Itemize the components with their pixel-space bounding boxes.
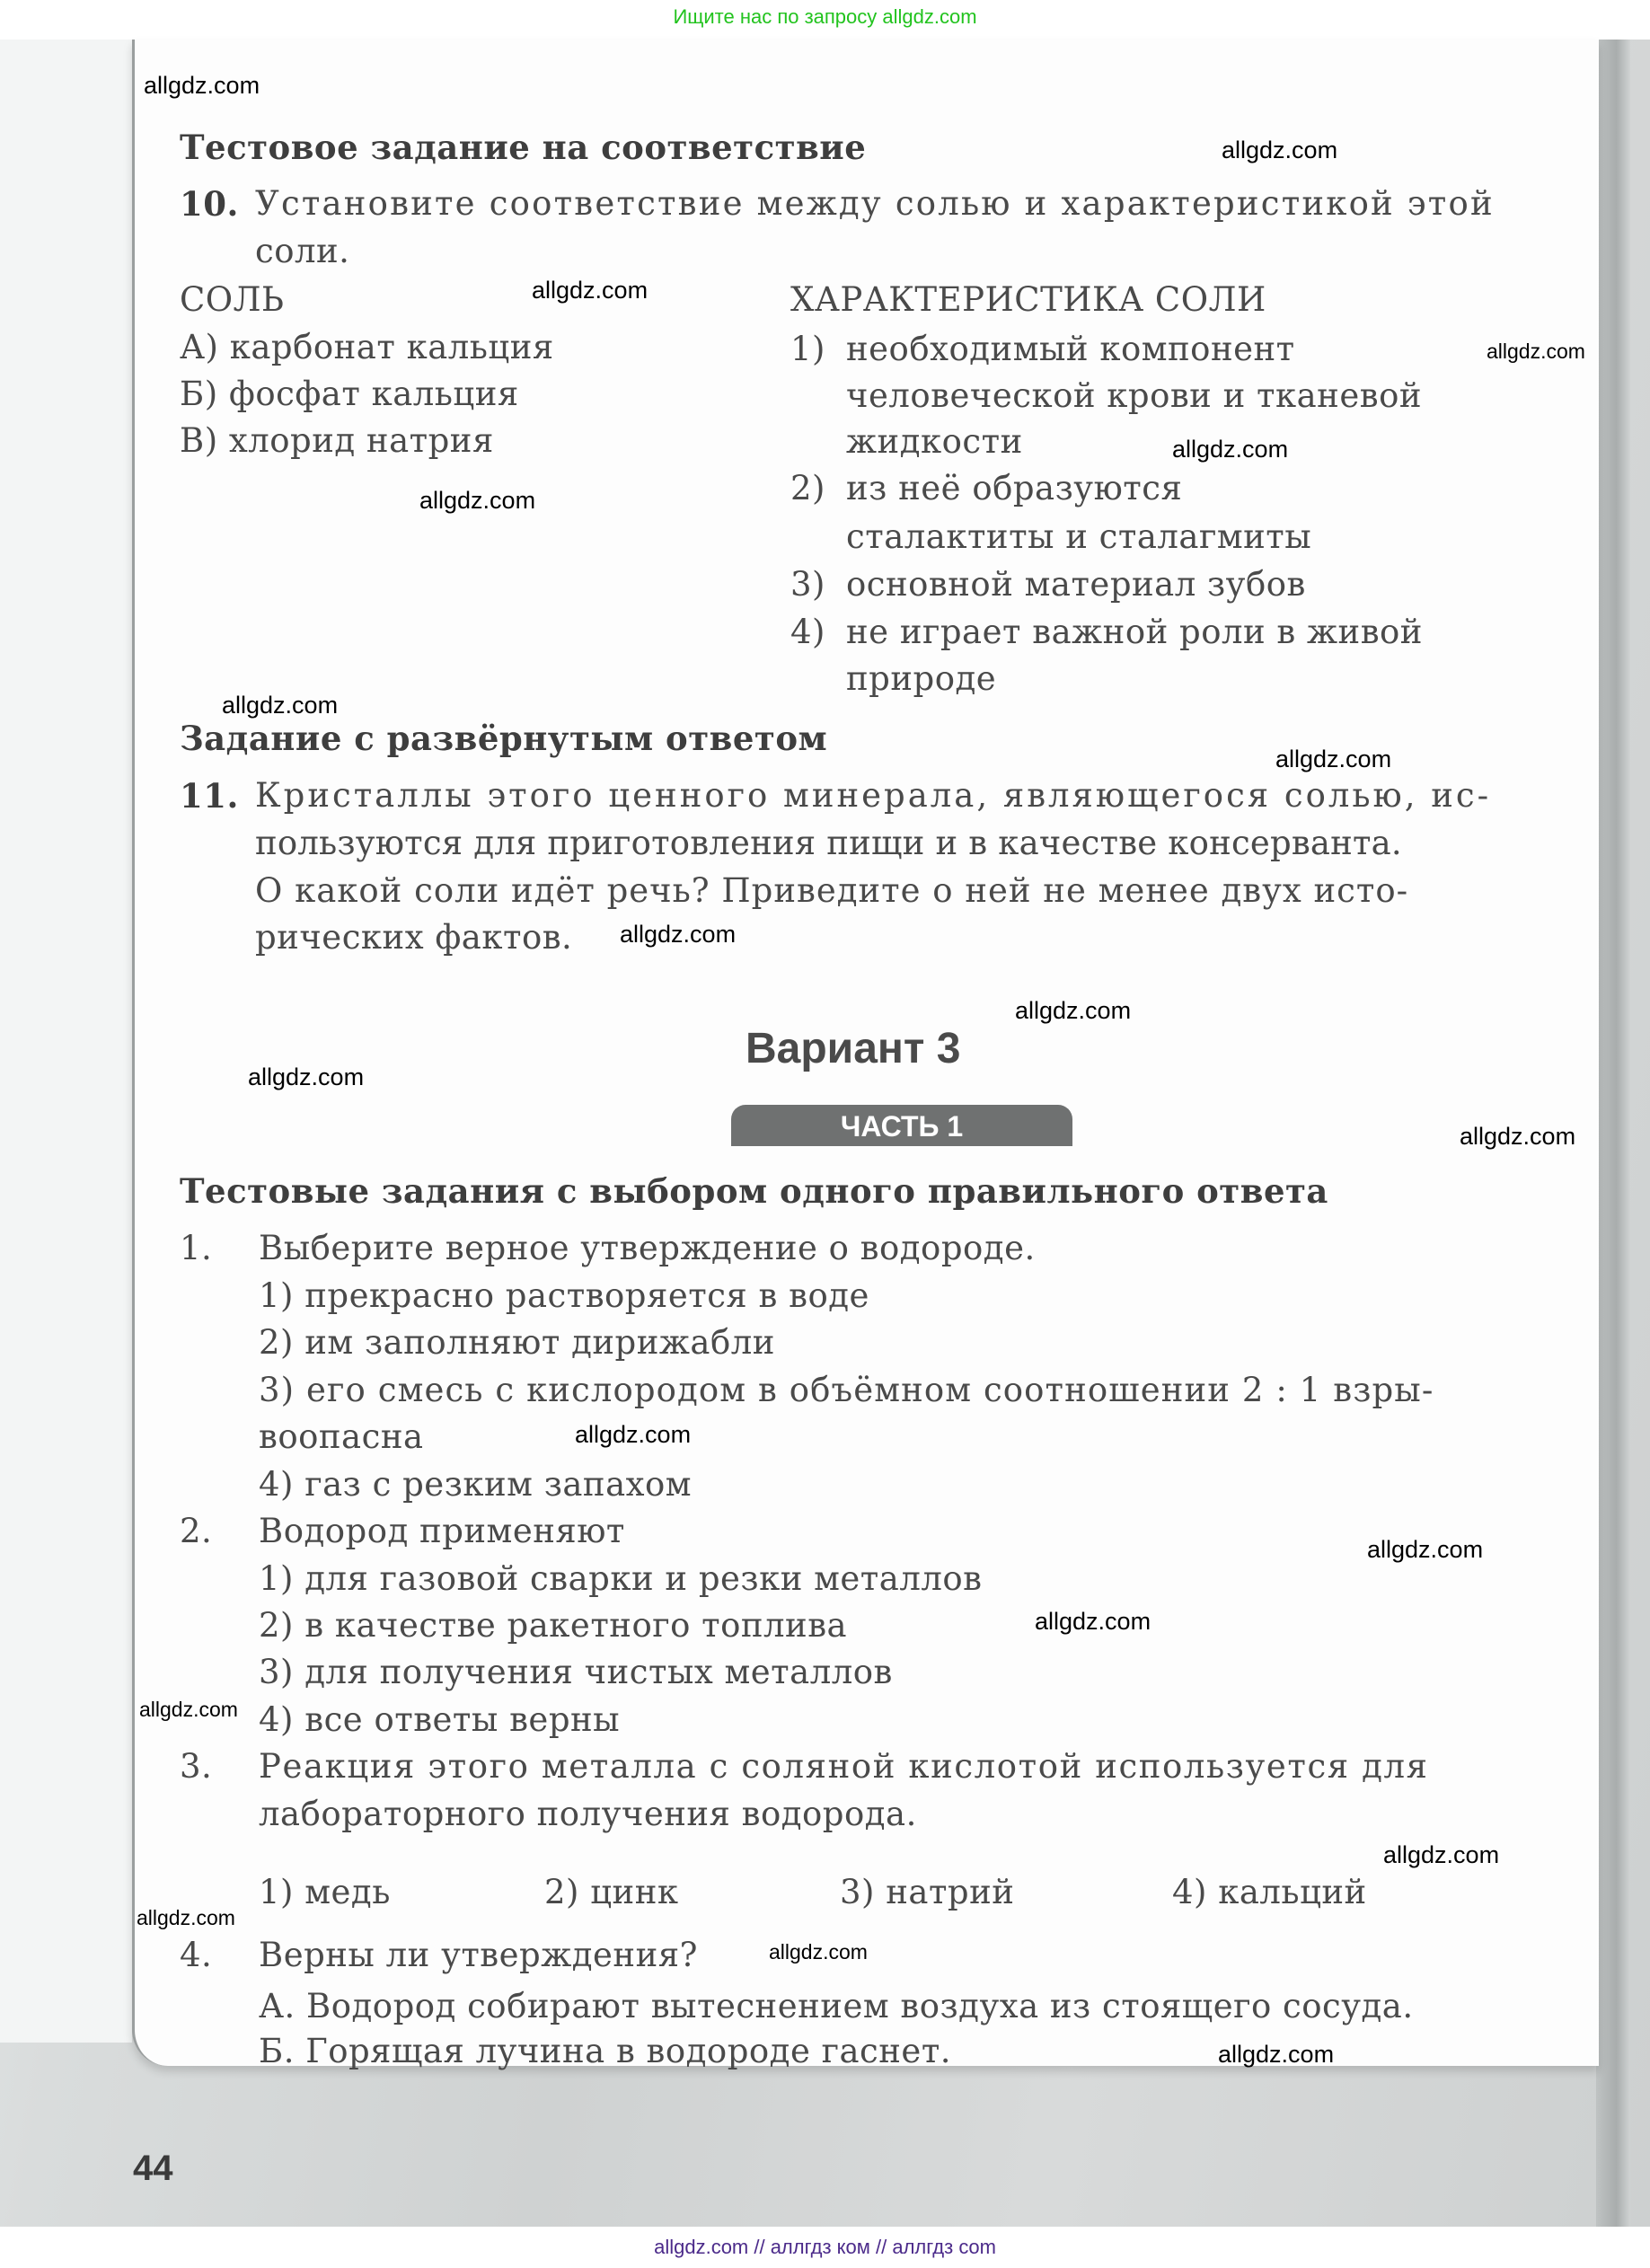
task2-option-3: 3) для получения чистых металлов	[259, 1653, 893, 1691]
task1-option-3: 3) его смесь с кислородом в объёмном соотношении 2 : 1 взры-	[259, 1371, 1434, 1409]
characteristic-2-number: 2)	[790, 469, 825, 507]
task11-text-line2: пользуются для приготовления пищи и в качестве консерванта.	[255, 824, 1402, 862]
salt-option-a: А) карбонат кальция	[180, 328, 554, 366]
task-number-3: 3.	[180, 1747, 213, 1786]
watermark: allgdz.com	[419, 487, 536, 514]
task-number-4: 4.	[180, 1936, 213, 1974]
salt-option-b: Б) фосфат кальция	[180, 375, 519, 413]
watermark: allgdz.com	[575, 1421, 692, 1448]
watermark: allgdz.com	[769, 1940, 868, 1964]
task2-question: Водород применяют	[259, 1512, 625, 1550]
task4-statement-a: А. Водород собирают вытеснением воздуха из стоящего сосуда.	[259, 1987, 1414, 2025]
characteristic-1-line3: жидкости	[846, 422, 1023, 461]
left-margin	[0, 40, 132, 2043]
watermark: allgdz.com	[620, 921, 737, 948]
task10-text-line2: соли.	[255, 232, 350, 270]
task11-text-line4: рических фактов.	[255, 918, 573, 957]
characteristic-2-line1: из неё образуются	[846, 469, 1183, 507]
watermark: allgdz.com	[1383, 1841, 1500, 1868]
watermark: allgdz.com	[1035, 1608, 1151, 1635]
characteristic-3-line1: основной материал зубов	[846, 565, 1306, 604]
salt-column-header: СОЛЬ	[180, 280, 285, 319]
watermark: allgdz.com	[248, 1063, 365, 1090]
characteristic-2-line2: сталактиты и сталагмиты	[846, 517, 1312, 556]
task1-option-1: 1) прекрасно растворяется в воде	[259, 1276, 869, 1315]
task-number-2: 2.	[180, 1512, 213, 1550]
characteristic-4-number: 4)	[790, 613, 825, 651]
page-edge	[1596, 40, 1630, 2227]
section-heading-matching: Тестовое задание на соответствие	[180, 128, 867, 167]
watermark: allgdz.com	[139, 1698, 238, 1721]
watermark: allgdz.com	[222, 692, 339, 719]
task2-option-1: 1) для газовой сварки и резки металлов	[259, 1559, 983, 1598]
task11-text-line3: О какой соли идёт речь? Приведите о ней не менее двух исто-	[255, 871, 1409, 910]
task1-option-4: 4) газ с резким запахом	[259, 1465, 693, 1504]
task-number-10: 10.	[180, 184, 239, 224]
task-number-1: 1.	[180, 1229, 213, 1267]
section-heading-extended: Задание с развёрнутым ответом	[180, 719, 828, 758]
watermark: allgdz.com	[137, 1906, 235, 1929]
watermark: allgdz.com	[1218, 2041, 1335, 2068]
section-heading-single-choice: Тестовые задания с выбором одного правильного ответа	[180, 1171, 1328, 1211]
characteristic-1-line1: необходимый компонент	[846, 330, 1295, 368]
task3-option-3: 3) натрий	[840, 1873, 1015, 1911]
task-number-11: 11.	[180, 776, 239, 816]
task2-option-4: 4) все ответы верны	[259, 1700, 621, 1739]
watermark: allgdz.com	[1460, 1123, 1576, 1150]
task3-question-line2: лабораторного получения водорода.	[259, 1795, 917, 1833]
task10-text-line1: Установите соответствие между солью и характеристикой этой	[255, 184, 1495, 223]
task1-option-2: 2) им заполняют дирижабли	[259, 1323, 775, 1362]
task1-question: Выберите верное утверждение о водороде.	[259, 1229, 1036, 1267]
page-number: 44	[133, 2149, 173, 2188]
watermark: allgdz.com	[1222, 137, 1338, 163]
characteristic-column-header: ХАРАКТЕРИСТИКА СОЛИ	[790, 280, 1266, 319]
watermark: allgdz.com	[1275, 746, 1392, 772]
watermark: allgdz.com	[1015, 997, 1132, 1024]
task3-option-2: 2) цинк	[544, 1873, 679, 1911]
task3-option-1: 1) медь	[259, 1873, 391, 1911]
characteristic-3-number: 3)	[790, 565, 825, 604]
characteristic-1-line2: человеческой крови и тканевой	[846, 376, 1423, 415]
characteristic-4-line2: природе	[846, 659, 997, 698]
watermark: allgdz.com	[144, 72, 260, 99]
salt-option-v: В) хлорид натрия	[180, 421, 494, 460]
task1-option-3-cont: воопасна	[259, 1417, 424, 1456]
characteristic-1-number: 1)	[790, 330, 825, 368]
variant-title: Вариант 3	[746, 1025, 961, 1072]
task11-text-line1: Кристаллы этого ценного минерала, являющегося солью, ис-	[255, 776, 1492, 815]
task2-option-2: 2) в качестве ракетного топлива	[259, 1606, 848, 1645]
watermark: allgdz.com	[1367, 1536, 1484, 1563]
bottom-banner: allgdz.com // аллгдз ком // аллгдз com	[0, 2227, 1650, 2268]
task3-question-line1: Реакция этого металла с соляной кислотой используется для	[259, 1747, 1429, 1786]
watermark: allgdz.com	[532, 277, 649, 304]
task4-statement-b: Б. Горящая лучина в водороде гаснет.	[259, 2032, 952, 2070]
watermark: allgdz.com	[1172, 436, 1289, 463]
task4-question: Верны ли утверждения?	[259, 1936, 698, 1974]
characteristic-4-line1: не играет важной роли в живой	[846, 613, 1423, 651]
top-banner: Ищите нас по запросу allgdz.com	[673, 5, 977, 28]
watermark: allgdz.com	[1487, 340, 1585, 363]
part-badge: ЧАСТЬ 1	[731, 1105, 1072, 1146]
task3-option-4: 4) кальций	[1172, 1873, 1367, 1911]
